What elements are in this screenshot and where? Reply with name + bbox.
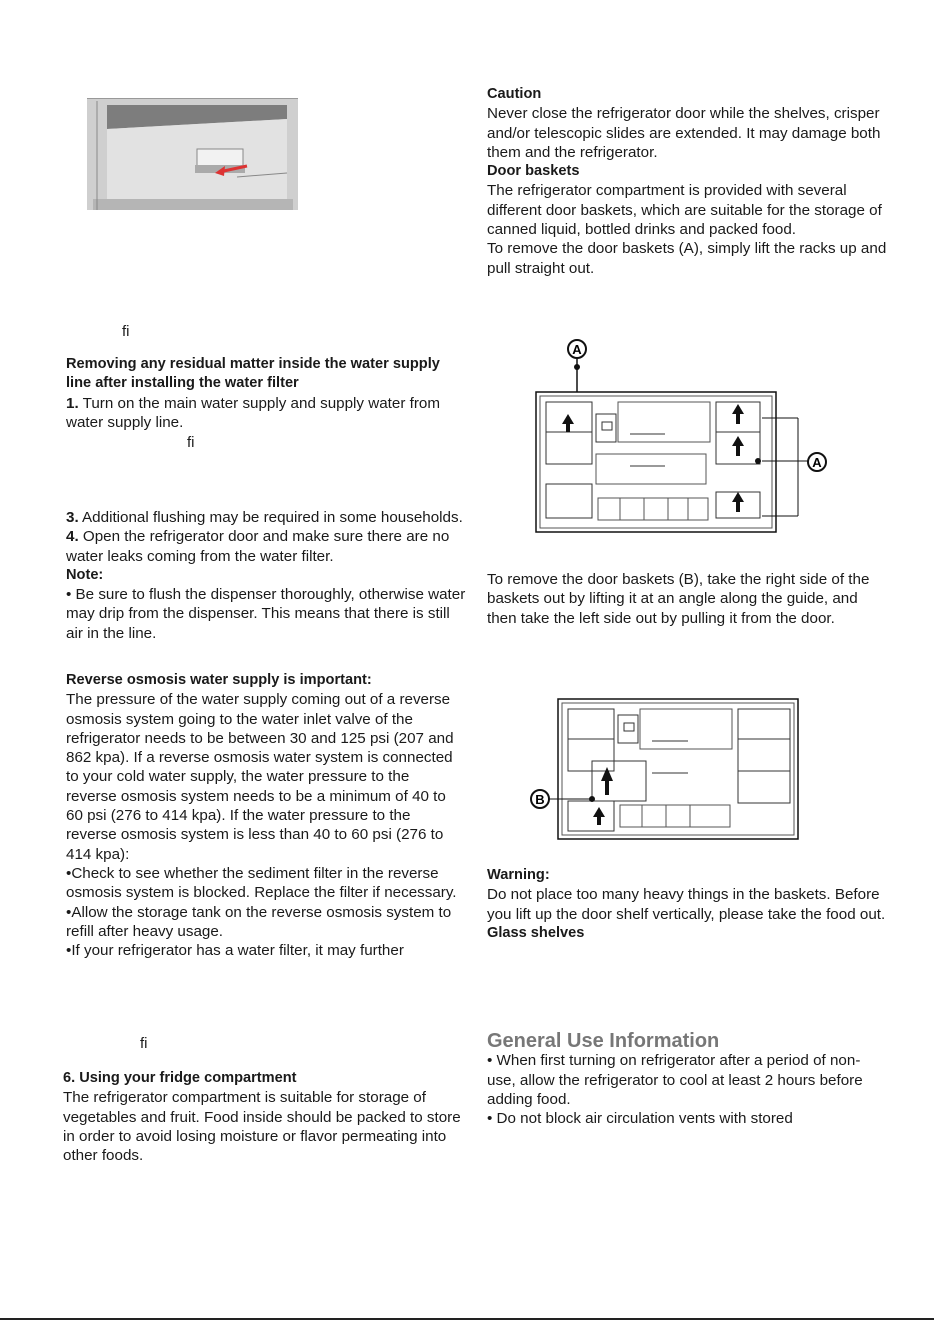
filter-photo <box>87 98 298 210</box>
filter-install-illustration <box>87 99 298 210</box>
general-heading: General Use Information <box>487 1030 720 1052</box>
step-1: 1. Turn on the main water supply and supply water from water supply line. <box>66 394 440 431</box>
note-text: • Be sure to flush the dispenser thoroughly, otherwise water may drip from the dispenser. This means that there is still air in the line. <box>66 586 466 642</box>
steps-section <box>66 508 466 643</box>
door-remove-a: To remove the door baskets (A), simply lift the racks up and pull straight out. <box>487 240 887 277</box>
glass-heading: Glass shelves <box>487 924 585 941</box>
ro-text: The pressure of the water supply coming out of a reverse osmosis system going to the water inlet valve of the refrigerator needs to be between 30 and 125 psi (207 and 862 kpa). If a reverse osmosis water system is connected to your cold water supply, the water pressure to the reverse osmosis system needs to be a minimum of 40 to 60 psi (276 to 414 kpa). If the water pressure to the reverse osmosis system is less than 40 to 60 psi (276 to 414 kpa): <box>66 691 454 863</box>
caution-text: Never close the refrigerator door while the shelves, crisper and/or telescopic slides are extended. It may damage both them and the refrigerator. <box>487 105 881 161</box>
fridge-heading: 6. Using your fridge compartment <box>63 1070 297 1086</box>
warning-heading: Warning: <box>487 867 550 883</box>
residual-heading: Removing any residual matter inside the water supply line after installing the water filter <box>66 356 440 392</box>
ligature-glyph: fi <box>122 323 130 340</box>
label-a-top: A <box>572 342 582 357</box>
warning-text: Do not place too many heavy things in the baskets. Before you lift up the door shelf vertically, please take the food out. <box>487 886 886 923</box>
general-section <box>487 1032 887 1128</box>
ro-heading: Reverse osmosis water supply is important: <box>66 672 372 688</box>
door-remove-b: To remove the door baskets (B), take the right side of the baskets out by lifting it at an angle along the guide, and then take the left side out by pulling it from the door. <box>487 571 870 627</box>
residual-section <box>66 355 466 432</box>
caution-section <box>487 85 887 278</box>
label-a-right: A <box>812 455 822 470</box>
page-bottom-rule <box>0 1318 934 1320</box>
ro-section <box>66 671 464 960</box>
door-baskets-b-diagram <box>518 695 808 845</box>
general-bullet-1: • When first turning on refrigerator after a period of non-use, allow the refrigerator to cool at least 2 hours before adding food. <box>487 1052 863 1108</box>
note-heading: Note: <box>66 566 104 583</box>
warning-section <box>487 866 887 943</box>
step-4: 4. Open the refrigerator door and make sure there are no water leaks coming from the water filter. <box>66 528 450 565</box>
general-bullet-2: • Do not block air circulation vents with stored <box>487 1110 793 1128</box>
step-3: 3. Additional flushing may be required in some households. <box>66 509 463 526</box>
caution-heading: Caution <box>487 86 542 102</box>
door-text: The refrigerator compartment is provided with several different door baskets, which are suitable for the storage of canned liquid, bottled drinks and packed food. <box>487 182 882 239</box>
ro-bullet-2: •Allow the storage tank on the reverse osmosis system to refill after heavy usage. <box>66 903 452 940</box>
door-heading: Door baskets <box>487 163 580 180</box>
ligature-glyph: fi <box>140 1035 148 1052</box>
fridge-section <box>63 1069 463 1165</box>
label-b: B <box>535 792 545 807</box>
ro-bullet-3: •If your refrigerator has a water filter, it may further <box>66 942 404 960</box>
door-baskets-a-diagram <box>520 334 840 540</box>
door-remove-b-section <box>487 570 887 628</box>
ro-bullet-1: •Check to see whether the sediment filter in the reverse osmosis system is blocked. Replace the filter if necessary. <box>66 864 457 902</box>
fridge-text: The refrigerator compartment is suitable for storage of vegetables and fruit. Food inside should be packed to store in order to avoid losing moisture or flavor permeating into other foods. <box>63 1089 461 1165</box>
ligature-glyph: fi <box>187 434 195 451</box>
